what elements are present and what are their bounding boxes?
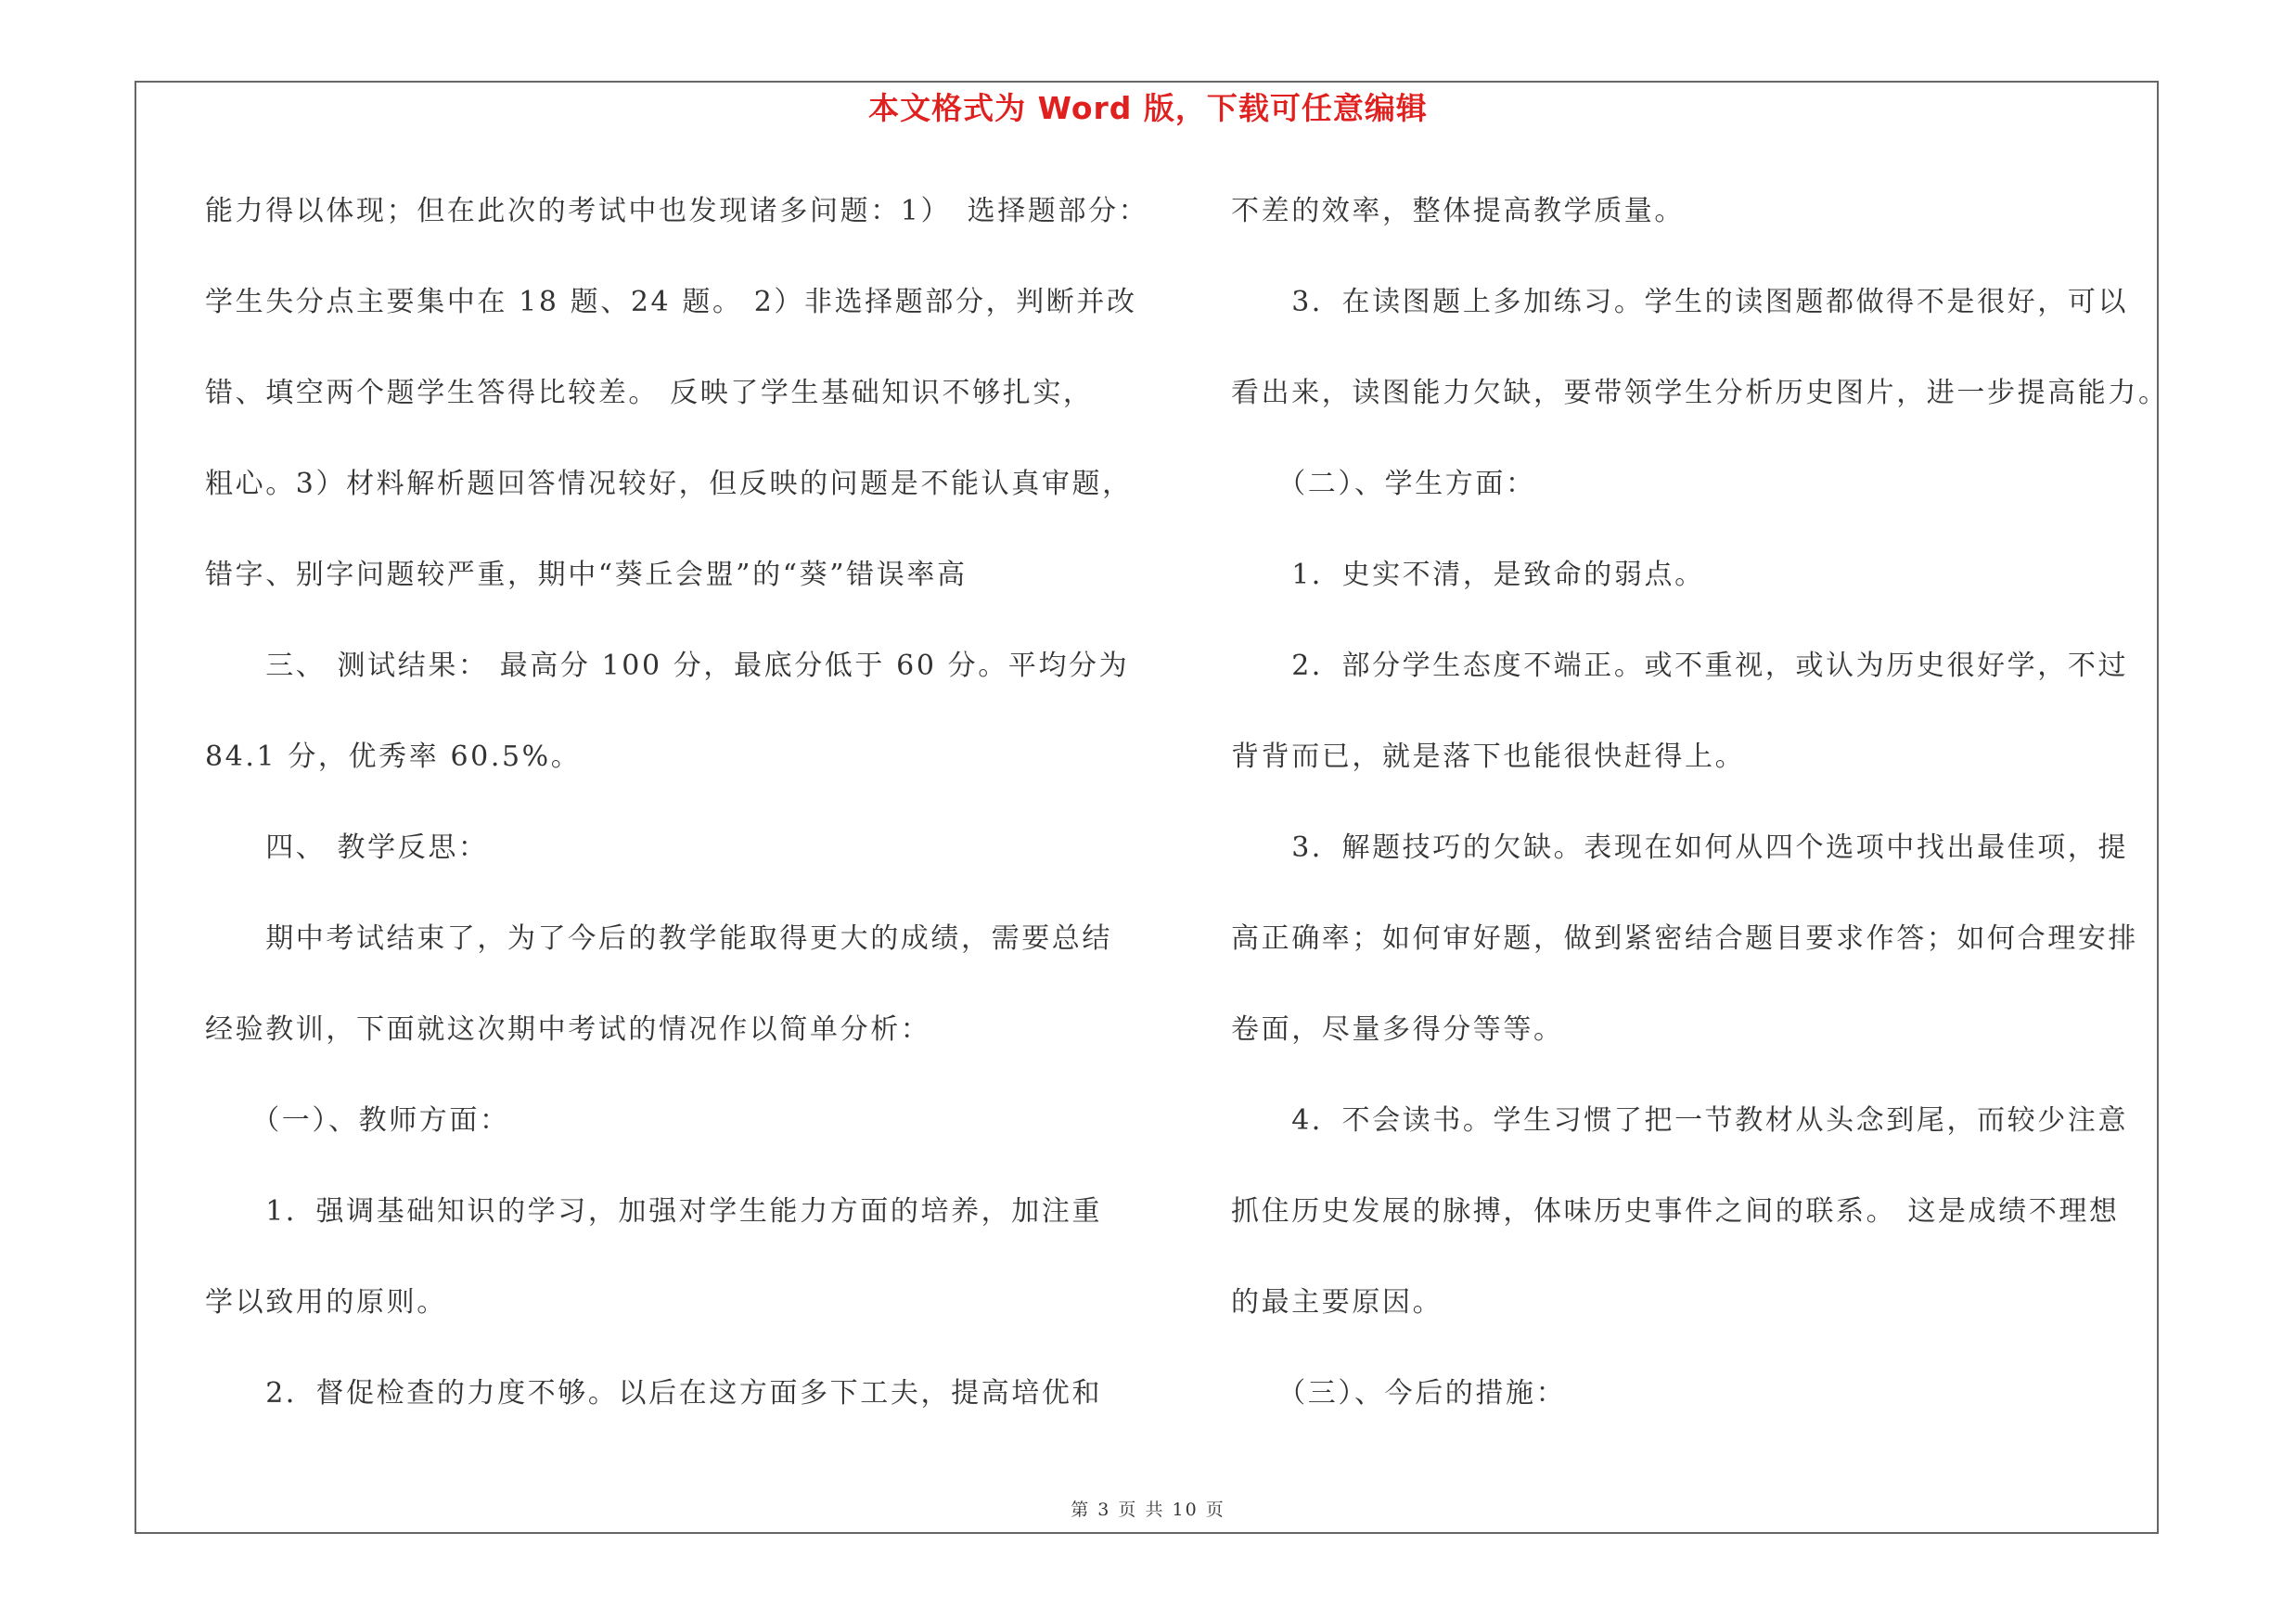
text-line: 错、填空两个题学生答得比较差。 反映了学生基础知识不够扎实， — [205, 377, 1094, 409]
right-text-column — [1231, 182, 2169, 1455]
text-line: 粗心。3）材料解析题回答情况较好，但反映的问题是不能认真审题， — [205, 468, 1133, 500]
text-line: 学生失分点主要集中在 18 题、24 题。 2）非选择题部分，判断并改 — [205, 286, 1137, 318]
text-line: 卷面，尽量多得分等等。 — [1231, 1013, 1564, 1046]
page-number: 第 3 页 共 10 页 — [1071, 1500, 1225, 1520]
text-line: （三）、今后的措施： — [1231, 1377, 1567, 1410]
text-line: 抓住历史发展的脉搏，体味历史事件之间的联系。 这是成绩不理想 — [1231, 1195, 2120, 1228]
text-line: 1．史实不清，是致命的弱点。 — [1231, 559, 1705, 591]
text-line: 学以致用的原则。 — [205, 1286, 447, 1319]
text-line: 不差的效率，整体提高教学质量。 — [1231, 195, 1685, 227]
text-line: 错字、别字问题较严重，期中“葵丘会盟”的“葵”错误率高 — [205, 559, 968, 591]
text-line: 3．解题技巧的欠缺。表现在如何从四个选项中找出最佳项，提 — [1231, 831, 2129, 864]
text-line: 4．不会读书。学生习惯了把一节教材从头念到尾，而较少注意 — [1231, 1104, 2129, 1137]
text-line: 2．督促检查的力度不够。以后在这方面多下工夫，提高培优和 — [205, 1377, 1103, 1410]
text-line: 的最主要原因。 — [1231, 1286, 1443, 1319]
text-line: 2．部分学生态度不端正。或不重视，或认为历史很好学，不过 — [1231, 650, 2129, 682]
text-line: 三、 测试结果： 最高分 100 分，最底分低于 60 分。平均分为 — [205, 650, 1130, 682]
text-line: 84.1 分，优秀率 60.5%。 — [205, 741, 582, 773]
text-line: 经验教训，下面就这次期中考试的情况作以简单分析： — [205, 1013, 931, 1046]
document-banner: 本文格式为 Word 版，下载可任意编辑 — [868, 90, 1428, 126]
left-text-column — [205, 182, 1149, 1455]
text-line: 1．强调基础知识的学习，加强对学生能力方面的培养，加注重 — [205, 1195, 1103, 1228]
text-line: 背背而已，就是落下也能很快赶得上。 — [1231, 741, 1746, 773]
text-line: 期中考试结束了，为了今后的教学能取得更大的成绩，需要总结 — [205, 922, 1112, 955]
text-line: 高正确率；如何审好题，做到紧密结合题目要求作答；如何合理安排 — [1231, 922, 2138, 955]
text-line: 看出来，读图能力欠缺，要带领学生分析历史图片，进一步提高能力。 — [1231, 377, 2169, 409]
text-line: 四、 教学反思： — [205, 831, 489, 864]
text-line: 能力得以体现；但在此次的考试中也发现诸多问题：1） 选择题部分： — [205, 195, 1149, 227]
text-line: （一）、教师方面： — [205, 1104, 510, 1137]
text-line: （二）、学生方面： — [1231, 468, 1536, 500]
text-line: 3．在读图题上多加练习。学生的读图题都做得不是很好，可以 — [1231, 286, 2129, 318]
